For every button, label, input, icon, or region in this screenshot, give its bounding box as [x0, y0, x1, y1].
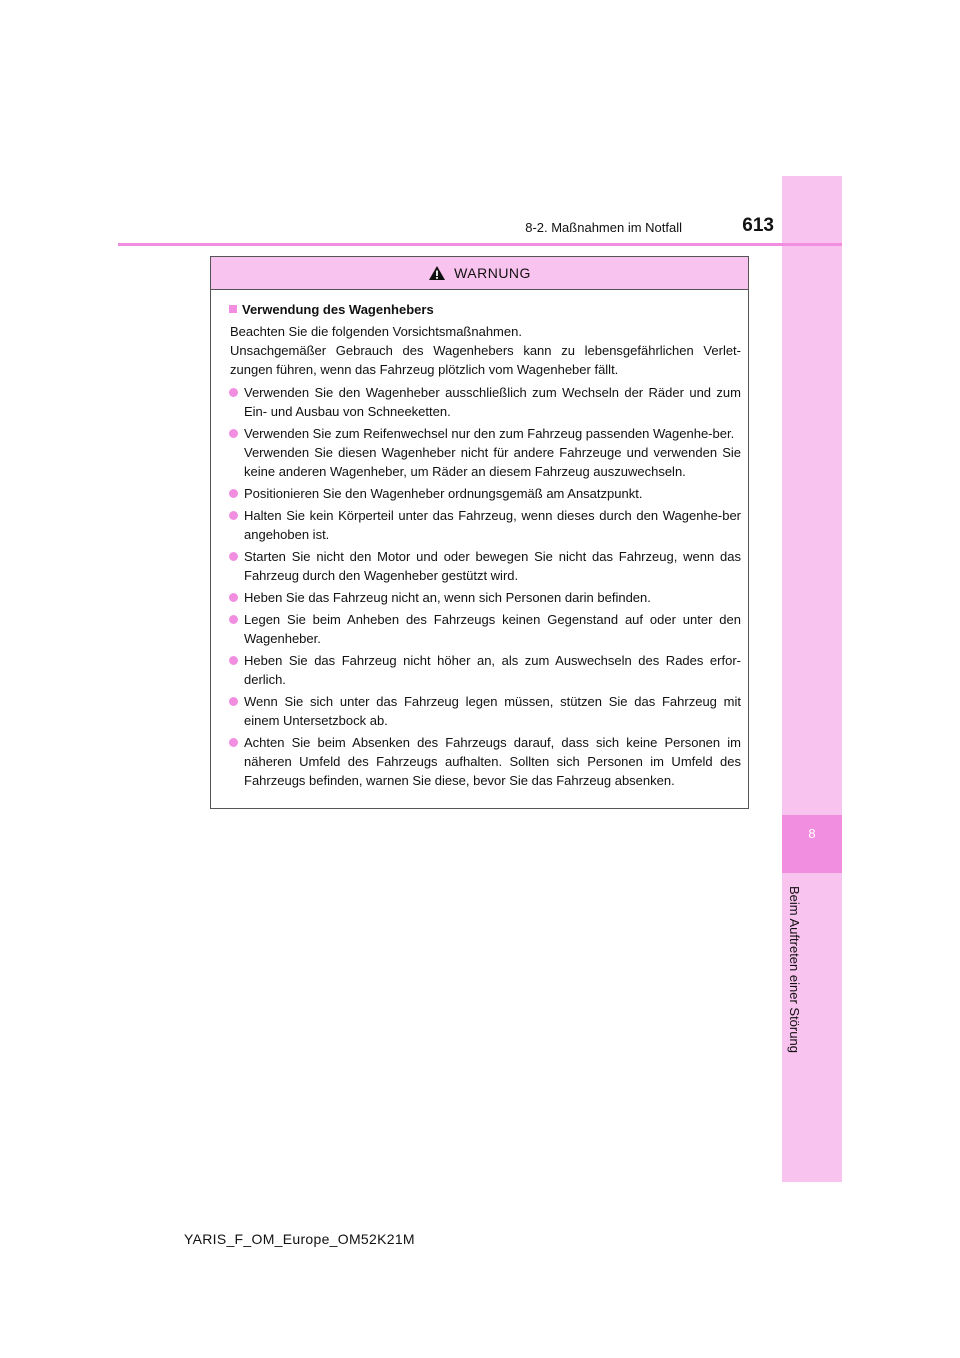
bullet-dot-icon [229, 489, 238, 498]
bullet-dot-icon [229, 511, 238, 520]
list-item-text: Heben Sie das Fahrzeug nicht höher an, als zum Auswechseln des Rades erfor-derlich. [244, 653, 741, 687]
list-item-text: Achten Sie beim Absenken des Fahrzeugs darauf, dass sich keine Personen im näheren Umfeld des Fahrzeugs aufhalten. Sollten sich Personen im Umfeld des Fahrzeugs befinden, warnen Sie diese, bevor Sie das Fahrzeug absenken. [244, 735, 741, 788]
bullet-dot-icon [229, 593, 238, 602]
warning-label: WARNUNG [454, 265, 531, 281]
page-number: 613 [742, 215, 774, 236]
list-item-text: Verwenden Sie den Wagenheber ausschließlich zum Wechseln der Räder und zum Ein- und Ausbau von Schneeketten. [244, 385, 741, 419]
list-item-text: Wenn Sie sich unter das Fahrzeug legen müssen, stützen Sie das Fahrzeug mit einem Untersetzbock ab. [244, 694, 741, 728]
subheading-text: Verwendung des Wagenhebers [242, 302, 434, 317]
warning-body [211, 290, 748, 790]
warning-header [211, 257, 748, 290]
list-item [229, 610, 741, 648]
header-rule [118, 243, 842, 246]
bullet-dot-icon [229, 738, 238, 747]
list-item [229, 383, 741, 421]
list-item [229, 424, 741, 481]
list-item [229, 484, 741, 503]
warning-intro [229, 322, 741, 379]
warning-triangle-icon [428, 265, 446, 281]
section-title: 8-2. Maßnahmen im Notfall [525, 220, 682, 235]
chapter-number: 8 [808, 826, 816, 841]
list-item [229, 588, 741, 607]
document-id: YARIS_F_OM_Europe_OM52K21M [184, 1231, 415, 1247]
warning-box [210, 256, 749, 809]
list-item [229, 651, 741, 689]
intro-line: Beachten Sie die folgenden Vorsichtsmaßnahmen. [230, 324, 522, 339]
list-item-line: Verwenden Sie diesen Wagenheber nicht für andere Fahrzeuge und verwenden Sie keine anderen Wagenheber, um Räder an diesem Fahrzeug auszuwechseln. [244, 445, 741, 479]
list-item-text: Positionieren Sie den Wagenheber ordnungsgemäß am Ansatzpunkt. [244, 486, 643, 501]
bullet-dot-icon [229, 552, 238, 561]
list-item-text: Starten Sie nicht den Motor und oder bewegen Sie nicht das Fahrzeug, wenn das Fahrzeug durch den Wagenheber gestützt wird. [244, 549, 741, 583]
intro-line: Unsachgemäßer Gebrauch des Wagenhebers kann zu lebensgefährlichen Verlet-zungen führen, wenn das Fahrzeug plötzlich vom Wagenheber fällt. [230, 343, 741, 377]
list-item [229, 547, 741, 585]
list-item-text: Legen Sie beim Anheben des Fahrzeugs keinen Gegenstand auf oder unter den Wagenheber. [244, 612, 741, 646]
list-item [229, 506, 741, 544]
list-item [229, 733, 741, 790]
bullet-dot-icon [229, 697, 238, 706]
chapter-title: Beim Auftreten einer Störung [787, 886, 802, 1053]
chapter-tab-active [782, 815, 842, 873]
bullet-dot-icon [229, 656, 238, 665]
list-item-text: Halten Sie kein Körperteil unter das Fahrzeug, wenn dieses durch den Wagenhe-ber angehoben ist. [244, 508, 741, 542]
list-item-text [244, 424, 741, 481]
list-item-line: Verwenden Sie zum Reifenwechsel nur den zum Fahrzeug passenden Wagenhe-ber. [244, 426, 735, 441]
list-item-text: Heben Sie das Fahrzeug nicht an, wenn sich Personen darin befinden. [244, 590, 651, 605]
precaution-list [229, 383, 741, 790]
bullet-dot-icon [229, 429, 238, 438]
square-bullet-icon [229, 305, 237, 313]
bullet-dot-icon [229, 388, 238, 397]
warning-subheading [229, 300, 741, 319]
bullet-dot-icon [229, 615, 238, 624]
list-item [229, 692, 741, 730]
